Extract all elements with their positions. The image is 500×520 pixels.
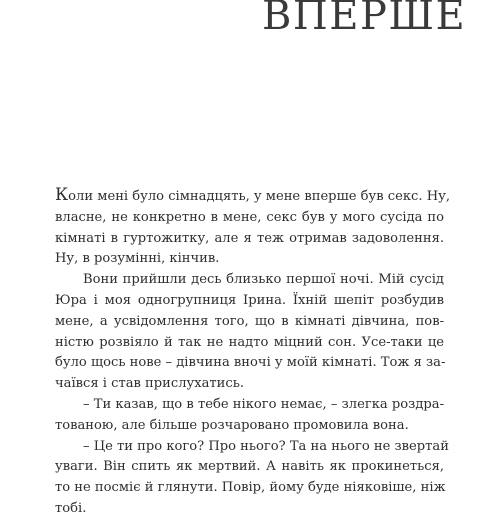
paragraph-line: тованою, але більше розчаровано промовила вона.	[55, 417, 409, 433]
paragraph-line: то не посміє й глянути. Повір, йому буде ніяковіше, ніж	[55, 480, 446, 496]
paragraph-line: Юра і моя одногрупниця Ірина. Їхній шепіт розбудив	[55, 292, 444, 308]
paragraph-line: власне, не конкретно в мене, секс був у мого сусіда по	[55, 209, 444, 225]
paragraph-line: було щось нове – дівчина вночі у моїй кімнаті. Тож я за-	[55, 355, 446, 371]
paragraph-line: уваги. Він спить як мертвий. А навіть як прокинеться,	[55, 459, 444, 475]
paragraph-line: Ну, в розумінні, кінчив.	[55, 251, 220, 267]
body-text	[55, 185, 450, 520]
paragraph-line: чаївся і став прислухатись.	[55, 376, 245, 392]
paragraph-line: мене, а усвідомлення того, що в кімнаті дівчина, пов-	[55, 313, 444, 329]
initial-letter: К	[55, 185, 69, 205]
paragraph-line: – Це ти про кого? Про нього? Та на нього не звертай	[83, 438, 449, 454]
chapter-title: ВПЕРШЕ	[262, 0, 467, 39]
paragraph-line: кімнаті в гуртожитку, але я теж отримав задоволення.	[55, 230, 444, 246]
paragraph-line: – Ти казав, що в тебе нікого немає, – злегка роздра-	[83, 396, 444, 412]
paragraph-line: тобі.	[55, 500, 87, 516]
paragraph-line: Вони прийшли десь близько першої ночі. Мій сусід	[83, 272, 444, 288]
paragraph-line: ністю розвіяло й так не надто міцний сон. Усе-таки це	[55, 334, 444, 350]
paragraph-line	[55, 185, 450, 208]
line-text: оли мені було сімнадцять, у мене вперше був секс. Ну,	[68, 189, 450, 204]
